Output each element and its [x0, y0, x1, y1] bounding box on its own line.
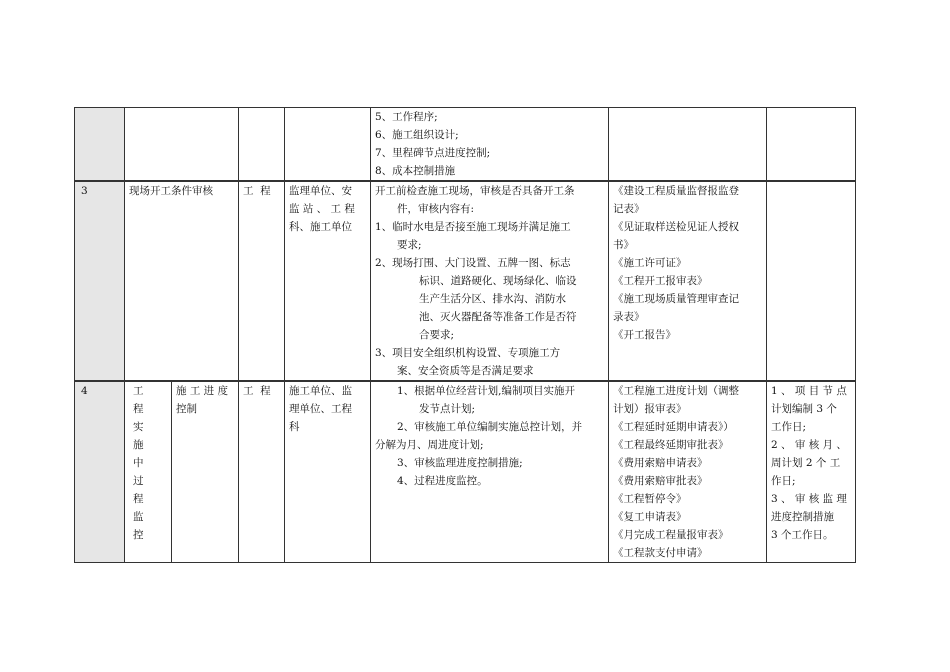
content-line: 生产生活分区、排水沟、消防水 — [419, 293, 566, 305]
item-cell — [125, 108, 239, 182]
content-line: 2、审核施工单位编制实施总控计划，并 — [397, 421, 583, 433]
content-line: 2、现场打围、大门设置、五牌一图、标志 — [375, 257, 571, 269]
content-line: 8、成本控制措施 — [375, 165, 456, 177]
item-char: 程 — [133, 403, 144, 415]
content-line: 1、根据单位经营计划,编制项目实施开 — [397, 385, 576, 397]
time-line: 工作日; — [771, 421, 807, 433]
row-number-cell: 3 — [75, 181, 125, 381]
time-line: 作日; — [771, 475, 796, 487]
content-line: 标识、道路硬化、现场绿化、临设 — [419, 275, 577, 287]
dept-label: 工 程 — [243, 185, 271, 197]
content-line: 开工前检查施工现场，审核是否具备开工条 — [375, 185, 575, 197]
item-cell-vertical — [125, 381, 172, 563]
row-number-cell — [75, 108, 125, 182]
content-line: 1、临时水电是否接至施工现场并满足施工 — [375, 221, 571, 233]
time-cell — [767, 381, 856, 563]
time-line: 3 个工作日。 — [771, 529, 834, 541]
units-cell — [285, 181, 371, 381]
dept-cell — [239, 108, 285, 182]
item-char: 施 — [133, 439, 144, 451]
doc-line: 《费用索赔审批表》 — [613, 475, 708, 487]
units-cell — [285, 108, 371, 182]
doc-line: 《工程施工进度计划（调整 — [613, 385, 739, 397]
content-line: 6、施工组织设计; — [375, 129, 459, 141]
doc-line: 书》 — [613, 239, 634, 251]
doc-line: 《工程延时延期申请表》） — [613, 421, 734, 433]
sub-item-line: 控制 — [176, 403, 197, 415]
item-char: 实 — [133, 421, 144, 433]
doc-line: 《见证取样送检见证人授权 — [613, 221, 739, 233]
units-line: 施工单位、监 — [289, 385, 352, 397]
content-line: 分解为月、周进度计划; — [375, 439, 484, 451]
content-line: 合要求; — [419, 329, 455, 341]
docs-cell — [609, 108, 767, 182]
time-line: 3 、 审 核 监 理 — [771, 493, 847, 505]
content-line: 3、审核监理进度控制措施; — [397, 457, 523, 469]
doc-line: 记表》 — [613, 203, 645, 215]
content-line: 要求; — [397, 239, 422, 251]
content-line: 池、灭火器配备等准备工作是否符 — [419, 311, 577, 323]
time-line: 周计划 2 个 工 — [771, 457, 841, 469]
units-line: 监 站 、 工 程 — [289, 203, 355, 215]
content-line: 案、安全资质等是否满足要求 — [397, 365, 534, 377]
docs-cell — [609, 381, 767, 563]
docs-cell — [609, 181, 767, 381]
item-char: 程 — [133, 493, 144, 505]
row-number-cell: 4 — [75, 381, 125, 563]
doc-line: 《费用索赔申请表》 — [613, 457, 708, 469]
doc-line: 《工程暂停令》 — [613, 493, 687, 505]
doc-line: 录表》 — [613, 311, 645, 323]
item-label: 现场开工条件审核 — [129, 185, 213, 197]
dept-cell — [239, 381, 285, 563]
units-cell — [285, 381, 371, 563]
content-line: 4、过程进度监控。 — [397, 475, 488, 487]
doc-line: 计划）报审表》 — [613, 403, 687, 415]
item-char: 控 — [133, 529, 144, 541]
time-line: 计划编制 3 个 — [771, 403, 837, 415]
units-line: 科、施工单位 — [289, 221, 352, 233]
units-line: 监理单位、安 — [289, 185, 352, 197]
time-cell — [767, 108, 856, 182]
content-cell — [371, 381, 609, 563]
doc-line: 《开工报告》 — [613, 329, 676, 341]
content-line: 7、里程碑节点进度控制; — [375, 147, 491, 159]
content-line: 件，审核内容有: — [397, 203, 475, 215]
item-cell — [125, 181, 239, 381]
doc-line: 《施工许可证》 — [613, 257, 687, 269]
dept-cell — [239, 181, 285, 381]
doc-line: 《建设工程质量监督报监登 — [613, 185, 739, 197]
doc-line: 《月完成工程量报审表》 — [613, 529, 729, 541]
doc-line: 《工程款支付申请》 — [613, 547, 708, 559]
time-cell — [767, 181, 856, 381]
item-char: 监 — [133, 511, 144, 523]
item-char: 工 — [133, 385, 144, 397]
table-row-site-start-review — [75, 181, 856, 381]
units-line: 理单位、工程 — [289, 403, 352, 415]
doc-line: 《复工申请表》 — [613, 511, 687, 523]
time-line: 2 、 审 核 月 、 — [771, 439, 847, 451]
item-char: 过 — [133, 475, 144, 487]
table-row-continuation — [75, 108, 856, 182]
time-line: 1 、 项 目 节 点 — [771, 385, 847, 397]
units-line: 科 — [289, 421, 300, 433]
dept-label: 工 程 — [243, 385, 271, 397]
doc-line: 《施工现场质量管理审查记 — [613, 293, 739, 305]
item-char: 中 — [133, 457, 144, 469]
content-cell — [371, 108, 609, 182]
content-line: 3、项目安全组织机构设置、专项施工方 — [375, 347, 561, 359]
sub-item-cell — [172, 381, 239, 563]
content-cell — [371, 181, 609, 381]
table-row-progress-control — [75, 381, 856, 563]
doc-line: 《工程最终延期审批表》 — [613, 439, 729, 451]
content-line: 发节点计划; — [419, 403, 476, 415]
doc-line: 《工程开工报审表》 — [613, 275, 708, 287]
time-line: 进度控制措施 — [771, 511, 834, 523]
sub-item-line: 施 工 进 度 — [176, 385, 229, 397]
process-table — [74, 107, 856, 563]
content-line: 5、工作程序; — [375, 111, 438, 123]
